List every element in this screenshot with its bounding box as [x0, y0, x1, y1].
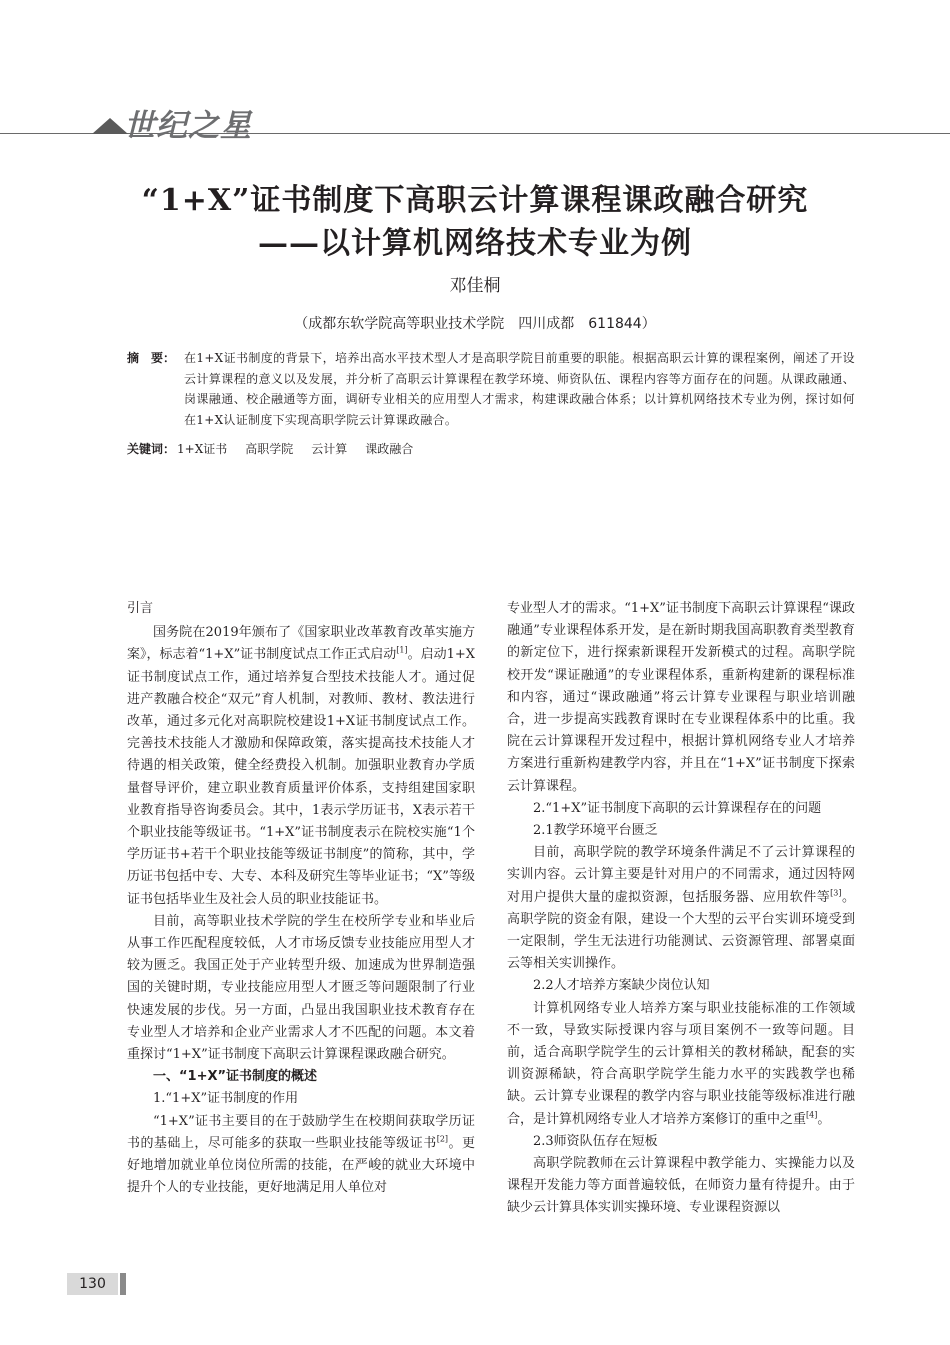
keyword: 课政融合 [365, 442, 414, 456]
paragraph: 国务院在2019年颁布了《国家职业改革教育改革实施方案》，标志着“1+X”证书制度试点工作正式启动[1]。启动1+X证书制度试点工作，通过培养复合型技术技能人才。通过促进产教融合校企“双元”育人机制，对教师、教材、教法进行改革，通过多元化对高职院校建设1+X证书制度试点工作。完善技术技能人才激励和保障政策，落实提高技术技能人才待遇的相关政策，健全经费投入机制。加强职业教育办学质量督导评价，建立职业教育质量评价体系，支持组建国家职业教育指导咨询委员会。其中，1表示学历证书，X表示若干个职业技能等级证书。“1+X”证书制度表示在院校实施“1个学历证书+若干个职业技能等级证书制度”的简称，其中，学历证书包括中专、大专、本科及研究生等毕业证书；“X”等级证书包括毕业生及社会人员的职业技能证书。 [127, 625, 475, 907]
keywords-label: 关键词： [127, 442, 176, 456]
subsection-heading: 2.“1+X”证书制度下高职的云计算课程存在的问题 [533, 800, 822, 816]
page-number: 130 [67, 1273, 118, 1295]
article-title: “1+X”证书制度下高职云计算课程课政融合研究 [141, 183, 809, 218]
citation: [2] [436, 1134, 449, 1144]
author-affiliation: （成都东软学院高等职业技术学院 四川成都 611844） [294, 316, 656, 332]
abstract-text: 在1+X证书制度的背景下，培养出高水平技术型人才是高职学院目前重要的职能。根据高职云计算的课程案例，阐述了开设云计算课程的意义以及发展，并分析了高职云计算课程在教学环境、师资队伍、课程内容等方面存在的问题。从课政融通、岗课融通、校企融通等方面，调研专业相关的应用型人才需求，构建课政融合体系；以计算机网络技术专业为例，探讨如何在1+X认证制度下实现高职学院云计算课政融合。 [184, 351, 855, 427]
logo-triangle-icon [92, 118, 128, 134]
abstract-label: 摘 要： [127, 351, 176, 365]
abstract [127, 348, 855, 430]
citation: [1] [396, 646, 408, 656]
paragraph: 专业型人才的需求。“1+X”证书制度下高职云计算课程“课政融通”专业课程体系开发，是在新时期我国高职教育类型教育的新定位下，进行探索新课程开发新模式的过程。高职学院校开发“课证融通”的专业课程体系，重新构建新的课程标准和内容，通过“课政融通”将云计算专业课程与职业培训融合，进一步提高实践教育课时在专业课程体系中的比重。我院在云计算课程开发过程中，根据计算机网络专业人才培养方案进行重新构建教学内容，并且在“1+X”证书制度下探索云计算课程。 [507, 601, 855, 794]
journal-column-logo: 世纪之星 [124, 108, 252, 144]
paragraph: 计算机网络专业人培养方案与职业技能标准的工作领域不一致，导致实际授课内容与项目案例不一致等问题。目前，适合高职学院学生的云计算相关的教材稀缺，配套的实训资源稀缺，符合高职学院学生能力水平的实践教学也稀缺。云计算专业课程的教学内容与职业技能等级标准进行融合，是计算机网络专业人才培养方案修订的重中之重[4]。 [507, 1000, 855, 1127]
subsection-heading: 1.“1+X”证书制度的作用 [153, 1091, 299, 1107]
page-number-bar [120, 1273, 126, 1295]
author-name: 邓佳桐 [449, 276, 501, 296]
keywords [127, 440, 429, 457]
keyword: 1+X证书 [177, 442, 228, 456]
article-subtitle: ——以计算机网络技术专业为例 [258, 226, 692, 261]
paragraph: “1+X”证书主要目的在于鼓励学生在校期间获取学历证书的基础上，尽可能多的获取一些职业技能等级证书[2]。更好地增加就业单位岗位所需的技能，在严峻的就业大环境中提升个人的专业技能，更好地满足用人单位对 [127, 1113, 475, 1196]
paragraph: 高职学院教师在云计算课程中教学能力、实操能力以及课程开发能力等方面普遍较低，在师资力量有待提升。由于缺少云计算具体实训实操环境、专业课程资源以 [507, 1156, 855, 1216]
subsection-heading: 2.1教学环境平台匮乏 [533, 823, 658, 839]
keyword: 高职学院 [245, 442, 294, 456]
section-heading: 一、“1+X”证书制度的概述 [153, 1069, 318, 1085]
subsection-heading: 2.2人才培养方案缺少岗位认知 [533, 978, 710, 994]
subsection-heading: 2.3师资队伍存在短板 [533, 1133, 658, 1149]
body-column-right [507, 598, 855, 1220]
body-column-left [127, 598, 475, 1199]
citation: [3] [830, 888, 842, 898]
intro-heading: 引言 [127, 601, 154, 616]
paragraph: 目前，高等职业技术学院的学生在校所学专业和毕业后从事工作匹配程度较低，人才市场反馈专业技能应用型人才较为匮乏。我国正处于产业转型升级、加速成为世界制造强国的关键时期，专业技能应用型人才匮乏等问题限制了行业快速发展的步伐。另一方面，凸显出我国职业技术教育存在专业型人才培养和企业产业需求人才不匹配的问题。本文着重探讨“1+X”证书制度下高职云计算课程课政融合研究。 [127, 913, 475, 1063]
keyword: 云计算 [311, 442, 348, 456]
citation: [4] [806, 1110, 818, 1120]
paragraph: 目前，高职学院的教学环境条件满足不了云计算课程的实训内容。云计算主要是针对用户的不同需求，通过因特网对用户提供大量的虚拟资源，包括服务器、应用软件等[3]。高职学院的资金有限，建设一个大型的云平台实训环境受到一定限制，学生无法进行功能测试、云资源管理、部署桌面云等相关实训操作。 [507, 845, 855, 972]
